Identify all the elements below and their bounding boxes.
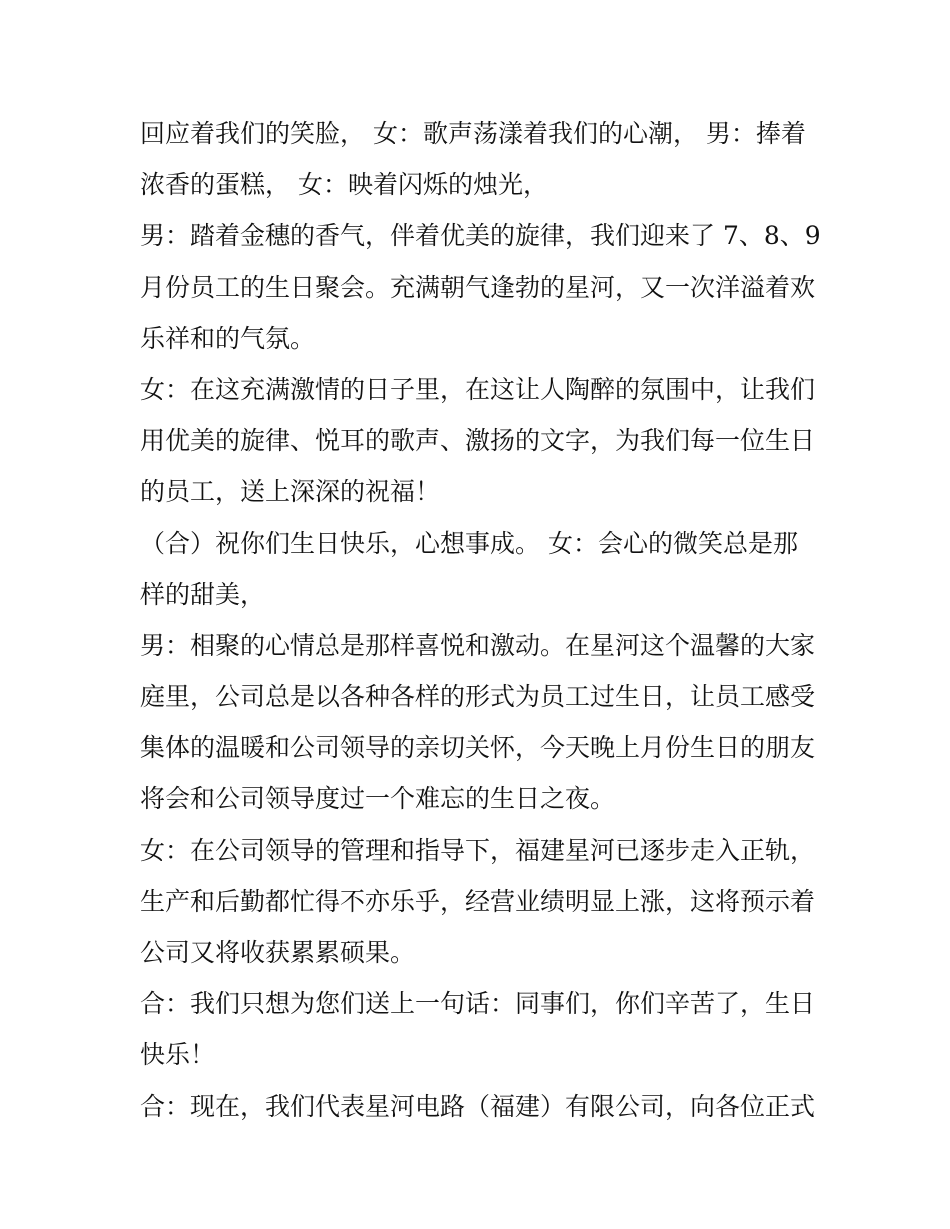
text-line: 乐祥和的气氛。 [140,323,316,353]
text-line: 合：我们只想为您们送上一句话：同事们，你们辛苦了，生日 [140,989,816,1019]
text-line: 女：在这充满激情的日子里，在这让人陶醉的氛围中，让我们 [140,374,816,404]
text-line: 快乐！ [140,1040,216,1070]
text-line: （合）祝你们生日快乐，心想事成。 女：会心的微笑总是那 [140,528,798,558]
text-line: 男：相聚的心情总是那样喜悦和激动。在星河这个温馨的大家 [140,630,816,660]
text-line: 生产和后勤都忙得不亦乐乎，经营业绩明显上涨，这将预示着 [140,886,816,916]
text-line: 用优美的旋律、悦耳的歌声、激扬的文字，为我们每一位生日 [140,426,816,456]
text-line: 浓香的蛋糕， 女：映着闪烁的烛光， [140,170,548,200]
text-line: 合：现在，我们代表星河电路（福建）有限公司，向各位正式 [140,1091,816,1121]
text-line: 回应着我们的笑脸， 女：歌声荡漾着我们的心潮， 男：捧着 [140,119,806,148]
text-line: 月份员工的生日聚会。充满朝气逢勃的星河，又一次洋溢着欢 [140,272,816,302]
document-body [140,108,820,1132]
text-line: 庭里，公司总是以各种各样的形式为员工过生日，让员工感受 [140,682,816,712]
text-line: 男：踏着金穗的香气，伴着优美的旋律，我们迎来了 7、8、9 [140,221,821,251]
text-line: 女：在公司领导的管理和指导下，福建星河已逐步走入正轨， [140,835,816,865]
text-line: 样的甜美， [140,579,266,609]
text-line: 公司又将收获累累硕果。 [140,938,416,967]
text-line: 集体的温暖和公司领导的亲切关怀，今天晚上月份生日的朋友 [140,733,816,763]
text-line: 的员工，送上深深的祝福！ [140,477,441,507]
text-line: 将会和公司领导度过一个难忘的生日之夜。 [140,784,616,814]
